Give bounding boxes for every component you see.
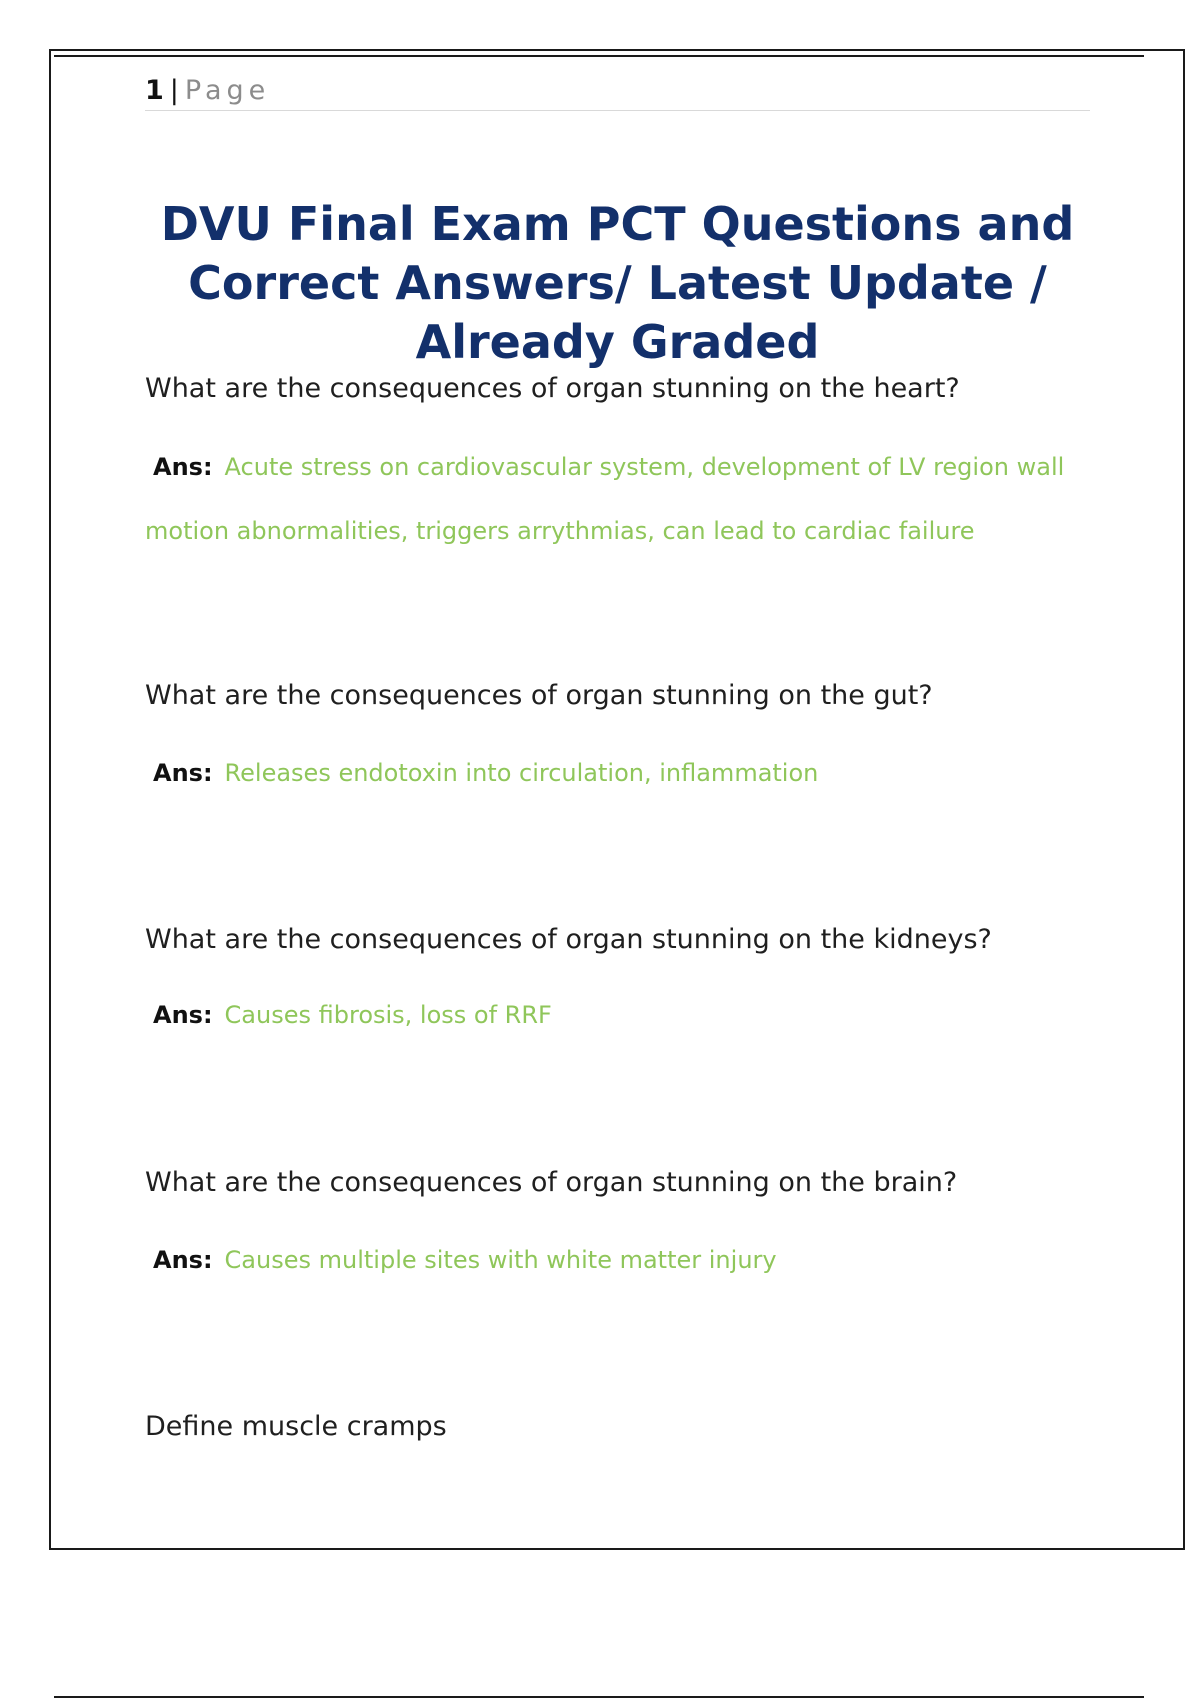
- question-text: What are the consequences of organ stunning on the gut?: [145, 680, 933, 711]
- question-text: Define muscle cramps: [145, 1411, 447, 1442]
- page-separator: |: [169, 75, 179, 106]
- answer-text: [145, 435, 1145, 563]
- qa-item-gut: [145, 679, 1145, 805]
- qa-item-brain: [145, 1166, 1145, 1292]
- answer-body: Releases endotoxin into circulation, inflammation: [224, 759, 819, 787]
- question-text: What are the consequences of organ stunning on the heart?: [145, 373, 960, 404]
- answer-text: [145, 741, 1145, 805]
- qa-item-muscle-cramps: [145, 1410, 1145, 1444]
- question-text: What are the consequences of organ stunning on the kidneys?: [145, 924, 992, 955]
- bottom-rule: [54, 1696, 1144, 1698]
- top-rule: [54, 55, 1144, 57]
- answer-text: [145, 983, 1145, 1047]
- qa-item-kidneys: [145, 923, 1145, 1047]
- page-header: [145, 74, 1090, 111]
- answer-text: [145, 1228, 1145, 1292]
- question-text: What are the consequences of organ stunning on the brain?: [145, 1167, 958, 1198]
- page-label: Page: [184, 75, 271, 106]
- qa-item-heart: [145, 372, 1145, 563]
- answer-label: Ans:: [153, 1001, 213, 1029]
- document-title: DVU Final Exam PCT Questions and Correct Answers/ Latest Update / Already Graded: [160, 197, 1075, 369]
- answer-body: Acute stress on cardiovascular system, development of LV region wall motion abnormalities, triggers arrythmias, can lead to cardiac failure: [145, 453, 1065, 545]
- answer-body: Causes fibrosis, loss of RRF: [224, 1001, 552, 1029]
- answer-label: Ans:: [153, 453, 213, 481]
- answer-body: Causes multiple sites with white matter injury: [224, 1246, 777, 1274]
- answer-label: Ans:: [153, 1246, 213, 1274]
- page-number: 1: [145, 75, 164, 106]
- answer-label: Ans:: [153, 759, 213, 787]
